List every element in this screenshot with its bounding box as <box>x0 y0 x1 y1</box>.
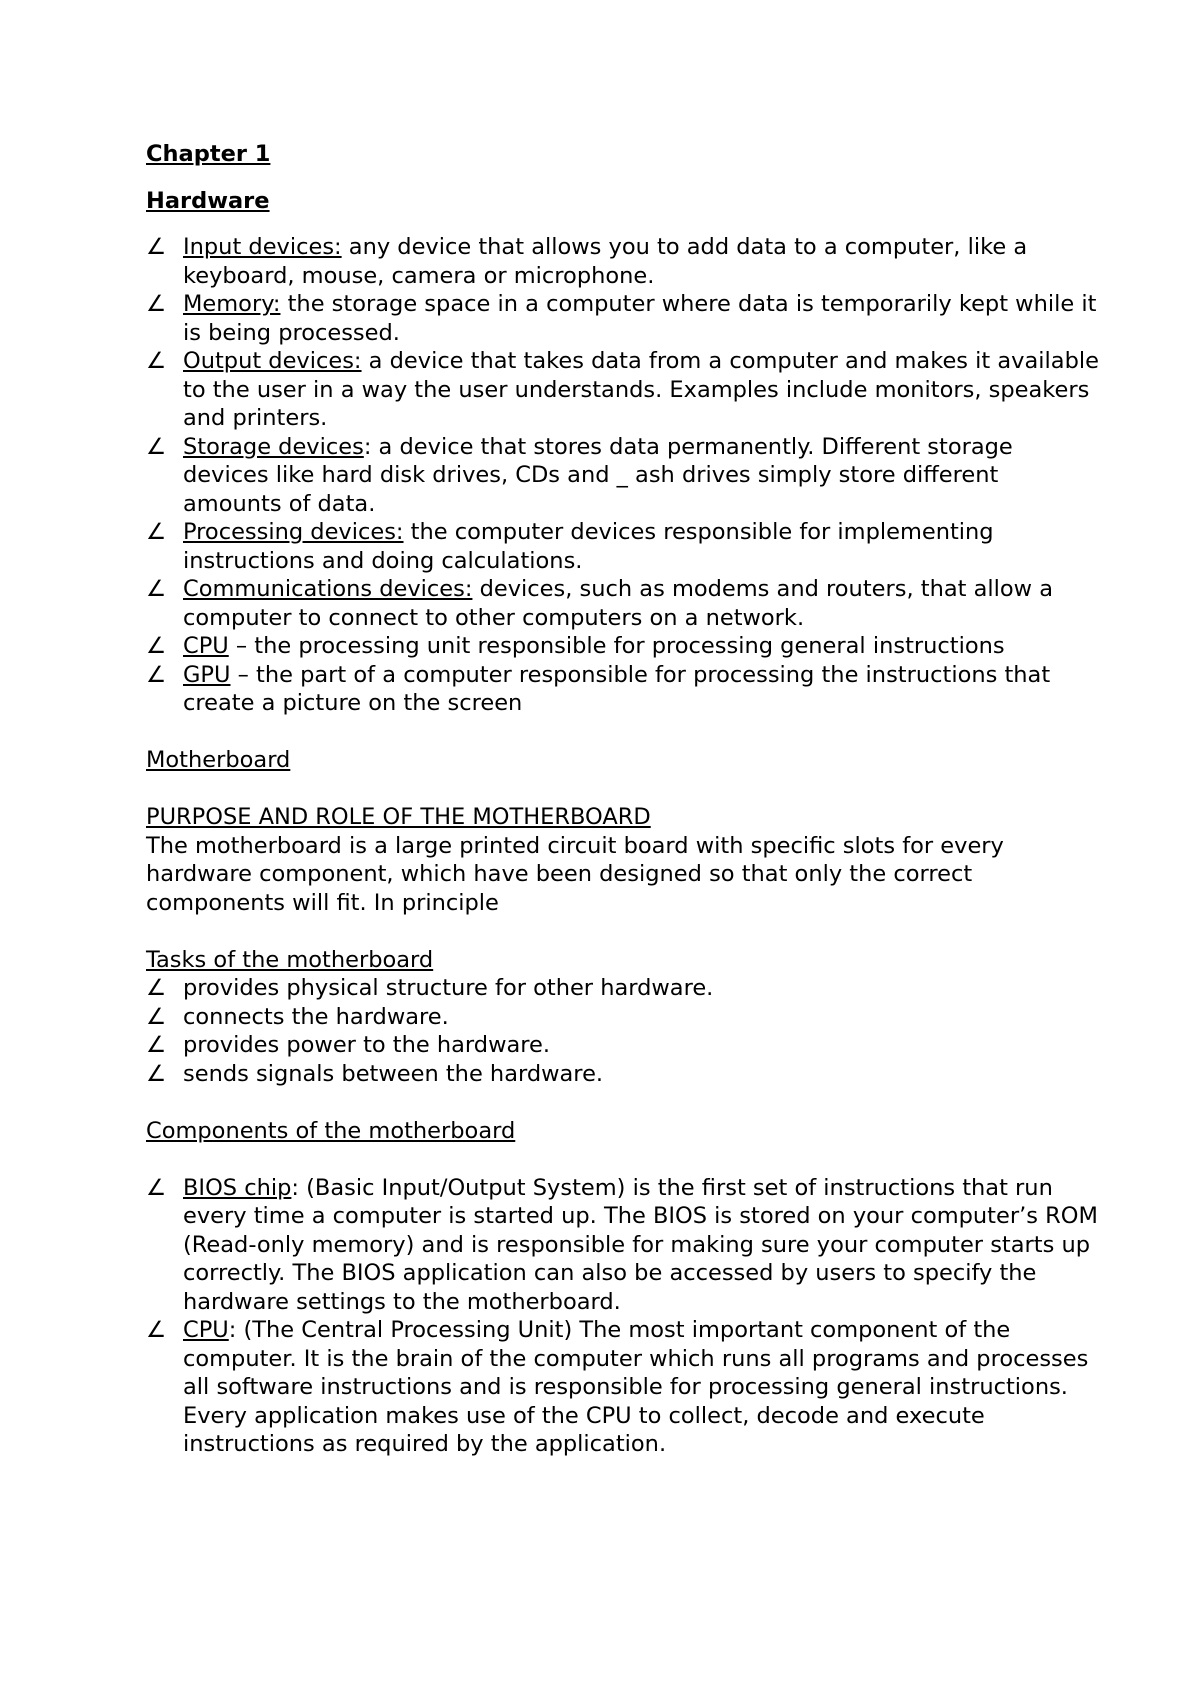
tasks-heading: Tasks of the motherboard <box>146 946 434 973</box>
task-text: sends signals between the hardware. <box>183 1060 604 1087</box>
chapter-title: Chapter 1 <box>146 141 271 167</box>
angle-bullet-icon: ∠ <box>146 234 167 260</box>
term: CPU <box>183 1317 229 1343</box>
list-item <box>146 974 1100 1003</box>
components-list <box>146 1174 1100 1459</box>
definition: : (The Central Processing Unit) The most important component of the computer. It is the brain of the computer which runs all programs and processes all software instructions and is responsible for processing general instructions. Every application makes use of the CPU to collect, decode and execute instructions as required by the application. <box>183 1317 1089 1457</box>
purpose-heading: PURPOSE AND ROLE OF THE MOTHERBOARD <box>146 804 651 830</box>
list-item <box>146 661 1100 718</box>
task-text: provides physical structure for other hardware. <box>183 975 714 1001</box>
term: Output devices: <box>183 348 362 374</box>
motherboard-heading: Motherboard <box>146 747 291 773</box>
list-item <box>146 632 1100 661</box>
definition: the storage space in a computer where data is temporarily kept while it is being processed. <box>183 291 1097 346</box>
list-item <box>146 575 1100 632</box>
list-item <box>146 233 1100 290</box>
term: BIOS chip <box>183 1174 292 1201</box>
term: Memory: <box>183 291 281 317</box>
definition: devices, such as modems and routers, that allow a computer to connect to other computers on a network. <box>183 576 1053 631</box>
term: Input devices: <box>183 234 342 260</box>
list-item <box>146 1031 1100 1060</box>
term: GPU <box>183 661 231 688</box>
purpose-paragraph: The motherboard is a large printed circuit board with specific slots for every hardware component, which have been designed so that only the correct components will fit. In principle <box>146 832 1004 916</box>
angle-bullet-icon: ∠ <box>146 633 167 659</box>
list-item <box>146 1060 1100 1089</box>
definition: – the processing unit responsible for processing general instructions <box>228 633 1005 659</box>
angle-bullet-icon: ∠ <box>146 519 167 545</box>
definition: the computer devices responsible for implementing instructions and doing calculations. <box>183 519 994 574</box>
angle-bullet-icon: ∠ <box>146 661 167 688</box>
task-text: connects the hardware. <box>183 1003 449 1030</box>
list-item <box>146 1174 1100 1317</box>
angle-bullet-icon: ∠ <box>146 433 167 460</box>
angle-bullet-icon: ∠ <box>146 1174 167 1201</box>
angle-bullet-icon: ∠ <box>146 576 167 602</box>
angle-bullet-icon: ∠ <box>146 975 167 1001</box>
term: Communications devices: <box>183 576 473 602</box>
list-item <box>146 433 1100 519</box>
angle-bullet-icon: ∠ <box>146 1032 167 1058</box>
angle-bullet-icon: ∠ <box>146 1060 167 1087</box>
term: CPU <box>183 633 229 659</box>
list-item <box>146 1316 1100 1459</box>
list-item <box>146 1003 1100 1032</box>
tasks-list <box>146 974 1100 1088</box>
term: Storage devices <box>183 433 364 460</box>
hardware-heading: Hardware <box>146 187 270 214</box>
task-text: provides power to the hardware. <box>183 1032 551 1058</box>
term: Processing devices: <box>183 519 404 545</box>
definition: : a device that stores data permanently. Different storage devices like hard disk drives, CDs and _ ash drives simply store different amounts of data. <box>183 433 1013 517</box>
components-heading: Components of the motherboard <box>146 1117 516 1144</box>
angle-bullet-icon: ∠ <box>146 1003 167 1030</box>
definition: : (Basic Input/Output System) is the first set of instructions that run every time a computer is started up. The BIOS is stored on your computer’s ROM (Read-only memory) and is responsible for making sure your computer starts up correctly. The BIOS application can also be accessed by users to specify the hardware settings to the motherboard. <box>183 1174 1098 1315</box>
list-item <box>146 290 1100 347</box>
angle-bullet-icon: ∠ <box>146 348 167 374</box>
angle-bullet-icon: ∠ <box>146 291 167 317</box>
definition: any device that allows you to add data to a computer, like a keyboard, mouse, camera or microphone. <box>183 234 1028 289</box>
list-item <box>146 518 1100 575</box>
angle-bullet-icon: ∠ <box>146 1317 167 1343</box>
list-item <box>146 347 1100 433</box>
definition: a device that takes data from a computer and makes it available to the user in a way the user understands. Examples include monitors, speakers and printers. <box>183 348 1099 431</box>
definition: – the part of a computer responsible for processing the instructions that create a picture on the screen <box>183 661 1051 716</box>
hardware-list <box>146 233 1100 718</box>
